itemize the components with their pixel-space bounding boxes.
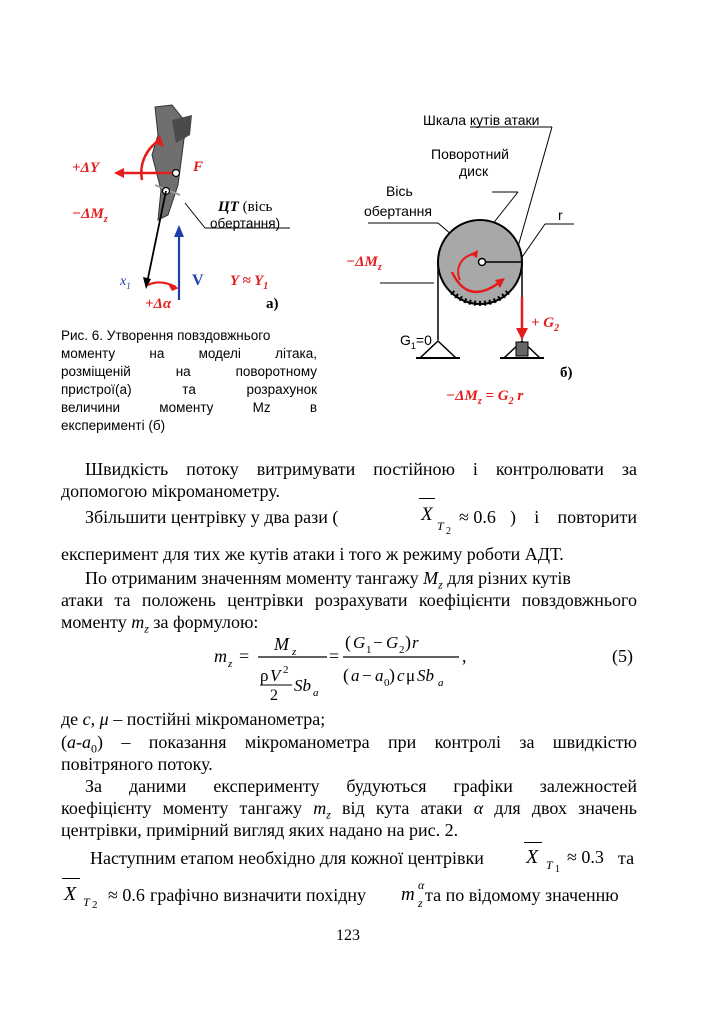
- svg-text:G: G: [353, 633, 366, 652]
- svg-text:(: (: [345, 632, 351, 652]
- svg-text:(: (: [343, 665, 349, 685]
- svg-text:Sb: Sb: [294, 676, 311, 695]
- svg-text:Sb: Sb: [417, 666, 434, 685]
- svg-text:2: 2: [270, 687, 278, 704]
- svg-text:−: −: [362, 666, 372, 685]
- minus-dmz-label-b: $-\Delta M_z$: [346, 254, 382, 273]
- paragraph-7-line-2-text: графічно визначити похідну: [150, 885, 367, 905]
- plus-dalpha-label: +Δα: [145, 296, 172, 312]
- paragraph-5-line-2: повітряного потоку.: [61, 754, 213, 774]
- figure-b-diagram: [340, 100, 600, 400]
- svg-text:μ: μ: [406, 666, 416, 685]
- svg-text:): ): [405, 632, 411, 652]
- svg-text:): ): [389, 665, 395, 685]
- paragraph-3-line-3: моменту $m_z$ за формулою:: [61, 612, 259, 636]
- m-z-alpha-symbol: m z α: [401, 878, 425, 910]
- svg-text:2: 2: [399, 644, 405, 656]
- weight-block: [516, 342, 528, 356]
- paragraph-1-line-1: Швидкість потоку витримувати постійною і контролювати за: [85, 459, 637, 479]
- velocity-arrowhead: [174, 225, 184, 237]
- x-t1-symbol: X T 1: [522, 842, 572, 874]
- svg-text:a: a: [351, 666, 360, 685]
- paragraph-2-line-2: експеримент для тих же кутів атаки і того ж режиму роботи АДТ.: [61, 544, 564, 564]
- x1-axis-arrowhead: [143, 277, 151, 289]
- axis-label-line2: обертання: [364, 203, 432, 219]
- svg-text:m: m: [214, 646, 227, 666]
- svg-text:ρ: ρ: [260, 666, 269, 685]
- svg-text:0: 0: [384, 677, 390, 689]
- approx-06-b: ≈ 0.6: [108, 885, 145, 905]
- svg-text:2: 2: [283, 664, 289, 676]
- minus-dmz-label-a: $-\Delta M_z$: [72, 206, 108, 225]
- ct-label-line2: обертання): [210, 216, 281, 231]
- svg-text:a: a: [313, 687, 319, 699]
- svg-text:z: z: [228, 658, 233, 670]
- page-number: 123: [336, 927, 360, 944]
- paragraph-2-line-1: Збільшити центрівку у два рази ( X T 2 ≈ 0.6 ) і повторити: [85, 506, 637, 538]
- disk-label-line1: Поворотний: [431, 146, 509, 162]
- svg-text:c: c: [397, 666, 405, 685]
- caption-line: пристрої(а) та розрахунок: [61, 382, 317, 397]
- axis-label-line1: Вісь: [386, 183, 413, 199]
- plus-dy-label: +ΔY: [72, 160, 100, 176]
- g1-label: $G_1=0$: [400, 332, 432, 351]
- svg-text:=: =: [329, 646, 340, 666]
- force-f-label: F: [193, 159, 204, 175]
- paragraph-6-line-3: центрівки, примірний вигляд яких надано на рис. 2.: [61, 820, 459, 840]
- paragraph-7-line-2-end: та по відомому значенню: [425, 885, 619, 905]
- disk-label-line2: диск: [459, 163, 489, 179]
- paragraph-6-line-2: коефіцієнту моменту тангажу $m_z$ від кута атаки α для двох значень: [61, 798, 637, 822]
- paragraph-1-line-2: допомогою мікроманометру.: [61, 481, 280, 501]
- equation-number: (5): [612, 646, 633, 666]
- svg-text:M: M: [274, 634, 289, 654]
- y-approx-label: $Y \approx Y_1$: [230, 273, 269, 292]
- moment-equation: $-\Delta M_z = G_2$ r: [446, 388, 524, 407]
- figure-caption: [61, 327, 317, 435]
- caption-line: Рис. 6. Утворення повздовжнього: [61, 328, 271, 343]
- paragraph-6-line-1: За даними експерименту будуються графіки залежностей: [85, 776, 637, 796]
- plus-g2-label: + $G_2$: [531, 315, 560, 334]
- svg-text:=: =: [239, 646, 250, 666]
- panel-b-label: б): [560, 365, 573, 381]
- x1-axis-label: $x_1$: [120, 274, 131, 291]
- x-t2-symbol-2: X T 2: [60, 878, 108, 912]
- formula-5: [212, 626, 492, 704]
- svg-text:r: r: [412, 633, 419, 652]
- g2-arrowhead: [516, 328, 528, 340]
- caption-line: величини моменту Mz в: [61, 400, 317, 415]
- svg-text:V: V: [270, 666, 281, 685]
- svg-text:a: a: [438, 677, 444, 689]
- ct-label: ЦТ (вісь: [218, 199, 273, 215]
- x-t2-symbol: X T 2: [419, 504, 481, 534]
- paragraph-7-line-1-text: Наступним етапом необхідно для кожної центрівки: [90, 848, 484, 868]
- paragraph-3-line-1: По отриманим значенням моменту тангажу $M_z$ для різних кутів: [85, 568, 571, 592]
- angle-scale-label: Шкала кутів атаки: [423, 112, 540, 128]
- svg-text:a: a: [375, 666, 384, 685]
- approx-03: ≈ 0.3: [567, 847, 604, 867]
- caption-line: експерименті (б): [61, 418, 166, 433]
- caption-line: розміщеній на поворотному: [61, 364, 317, 379]
- paragraph-4: де c, μ – постійні мікроманометра;: [61, 709, 326, 729]
- caption-line: моменту на моделі літака,: [61, 346, 317, 361]
- radius-label: r: [558, 207, 563, 223]
- paragraph-7-line-1-end: та: [618, 848, 635, 868]
- svg-text:G: G: [386, 633, 399, 652]
- approx-06: ≈ 0.6: [459, 507, 496, 527]
- paragraph-5-line-1: $(a-a_0)$ – показання мікроманометра при контролі за швидкістю: [61, 732, 637, 756]
- panel-a-label: а): [266, 296, 279, 312]
- svg-text:z: z: [292, 646, 297, 658]
- svg-text:−: −: [373, 633, 383, 652]
- svg-text:1: 1: [366, 644, 372, 656]
- paragraph-3-line-2: атаки та положень центрівки розрахувати коефіцієнти повздовжнього: [61, 590, 637, 610]
- velocity-label: V: [192, 272, 204, 289]
- svg-text:,: ,: [462, 646, 467, 666]
- plus-dy-arrowhead: [114, 168, 124, 178]
